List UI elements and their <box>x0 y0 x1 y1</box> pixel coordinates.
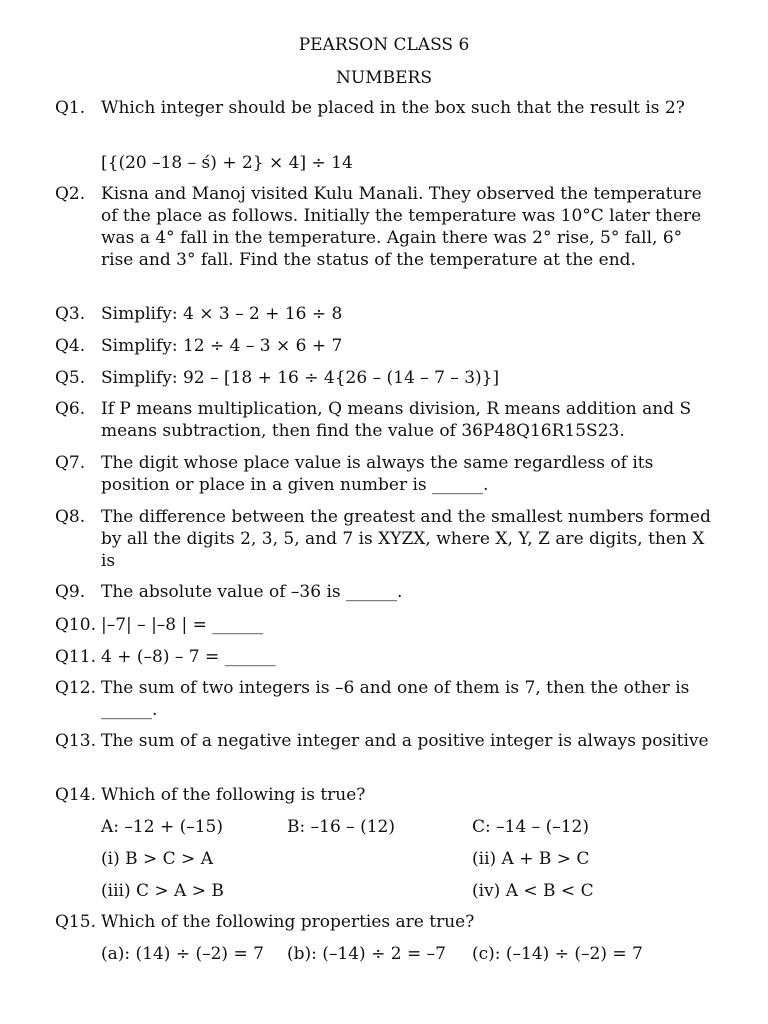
question-number: Q3. <box>55 304 86 324</box>
question-7 <box>55 452 715 496</box>
definition-c: C: –14 – (–12) <box>472 817 589 837</box>
question-text: The digit whose place value is always the same regardless of its position or place in a given number is ______. <box>101 453 654 495</box>
definition-a: A: –12 + (–15) <box>101 817 223 837</box>
question-text: Which integer should be placed in the box such that the result is 2? <box>101 98 685 118</box>
question-number: Q6. <box>55 399 86 419</box>
question-15 <box>55 911 715 933</box>
question-9 <box>55 581 715 603</box>
option-a: (a): (14) ÷ (–2) = 7 <box>101 944 264 964</box>
question-6 <box>55 398 715 442</box>
question-number: Q4. <box>55 336 86 356</box>
option-iv: (iv) A < B < C <box>472 881 594 901</box>
question-number: Q15. <box>55 912 96 932</box>
definition-b: B: –16 – (12) <box>287 817 395 837</box>
question-text: The difference between the greatest and the smallest numbers formed by all the digits 2, 3, 5, and 7 is XYZX, where X, Y, Z are digits, then X is <box>101 507 711 571</box>
question-3 <box>55 303 715 325</box>
question-text: Simplify: 4 × 3 – 2 + 16 ÷ 8 <box>101 304 343 324</box>
question-5 <box>55 367 715 389</box>
question-10 <box>55 614 715 636</box>
question-8 <box>55 506 715 572</box>
option-c: (c): (–14) ÷ (–2) = 7 <box>472 944 643 964</box>
question-text: Simplify: 92 – [18 + 16 ÷ 4{26 – (14 – 7 – 3)}] <box>101 368 500 388</box>
question-text: If P means multiplication, Q means division, R means addition and S means subtraction, then find the value of 36P48Q16R15S23. <box>101 399 692 441</box>
question-number: Q5. <box>55 368 86 388</box>
page-subtitle: NUMBERS <box>336 68 432 88</box>
option-iii: (iii) C > A > B <box>101 881 224 901</box>
question-2 <box>55 183 715 271</box>
question-text: 4 + (–8) – 7 = ______ <box>101 647 276 667</box>
question-number: Q11. <box>55 647 96 667</box>
page-title: PEARSON CLASS 6 <box>298 35 470 55</box>
question-1 <box>55 97 715 119</box>
question-11 <box>55 646 715 668</box>
question-number: Q7. <box>55 453 86 473</box>
question-text: The absolute value of –36 is ______. <box>101 582 403 602</box>
question-number: Q12. <box>55 678 96 698</box>
question-number: Q14. <box>55 785 96 805</box>
question-text: Which of the following properties are true? <box>101 912 475 932</box>
question-number: Q8. <box>55 507 86 527</box>
option-b: (b): (–14) ÷ 2 = –7 <box>287 944 446 964</box>
question-number: Q2. <box>55 184 86 204</box>
question-number: Q10. <box>55 615 96 635</box>
question-text: Which of the following is true? <box>101 785 366 805</box>
question-13 <box>55 730 715 752</box>
question-number: Q13. <box>55 731 96 751</box>
option-ii: (ii) A + B > C <box>472 849 590 869</box>
option-i: (i) B > C > A <box>101 849 213 869</box>
question-text: The sum of a negative integer and a positive integer is always positive <box>101 731 709 751</box>
question-text: Simplify: 12 ÷ 4 – 3 × 6 + 7 <box>101 336 343 356</box>
question-1-expression: [{(20 –18 – ś) + 2} × 4] ÷ 14 <box>101 153 353 173</box>
question-12 <box>55 677 715 721</box>
question-text: |–7| – |–8 | = ______ <box>101 615 264 635</box>
question-14 <box>55 784 715 806</box>
question-text: Kisna and Manoj visited Kulu Manali. They observed the temperature of the place as follows. Initially the temperature was 10°C later there was a 4° fall in the temperature. Again there was 2° rise, 5° fall, 6° rise and 3° fall. Find the status of the temperature at the end. <box>101 184 702 270</box>
question-number: Q1. <box>55 98 86 118</box>
question-4 <box>55 335 715 357</box>
question-text: The sum of two integers is –6 and one of them is 7, then the other is ______. <box>101 678 690 720</box>
question-number: Q9. <box>55 582 86 602</box>
